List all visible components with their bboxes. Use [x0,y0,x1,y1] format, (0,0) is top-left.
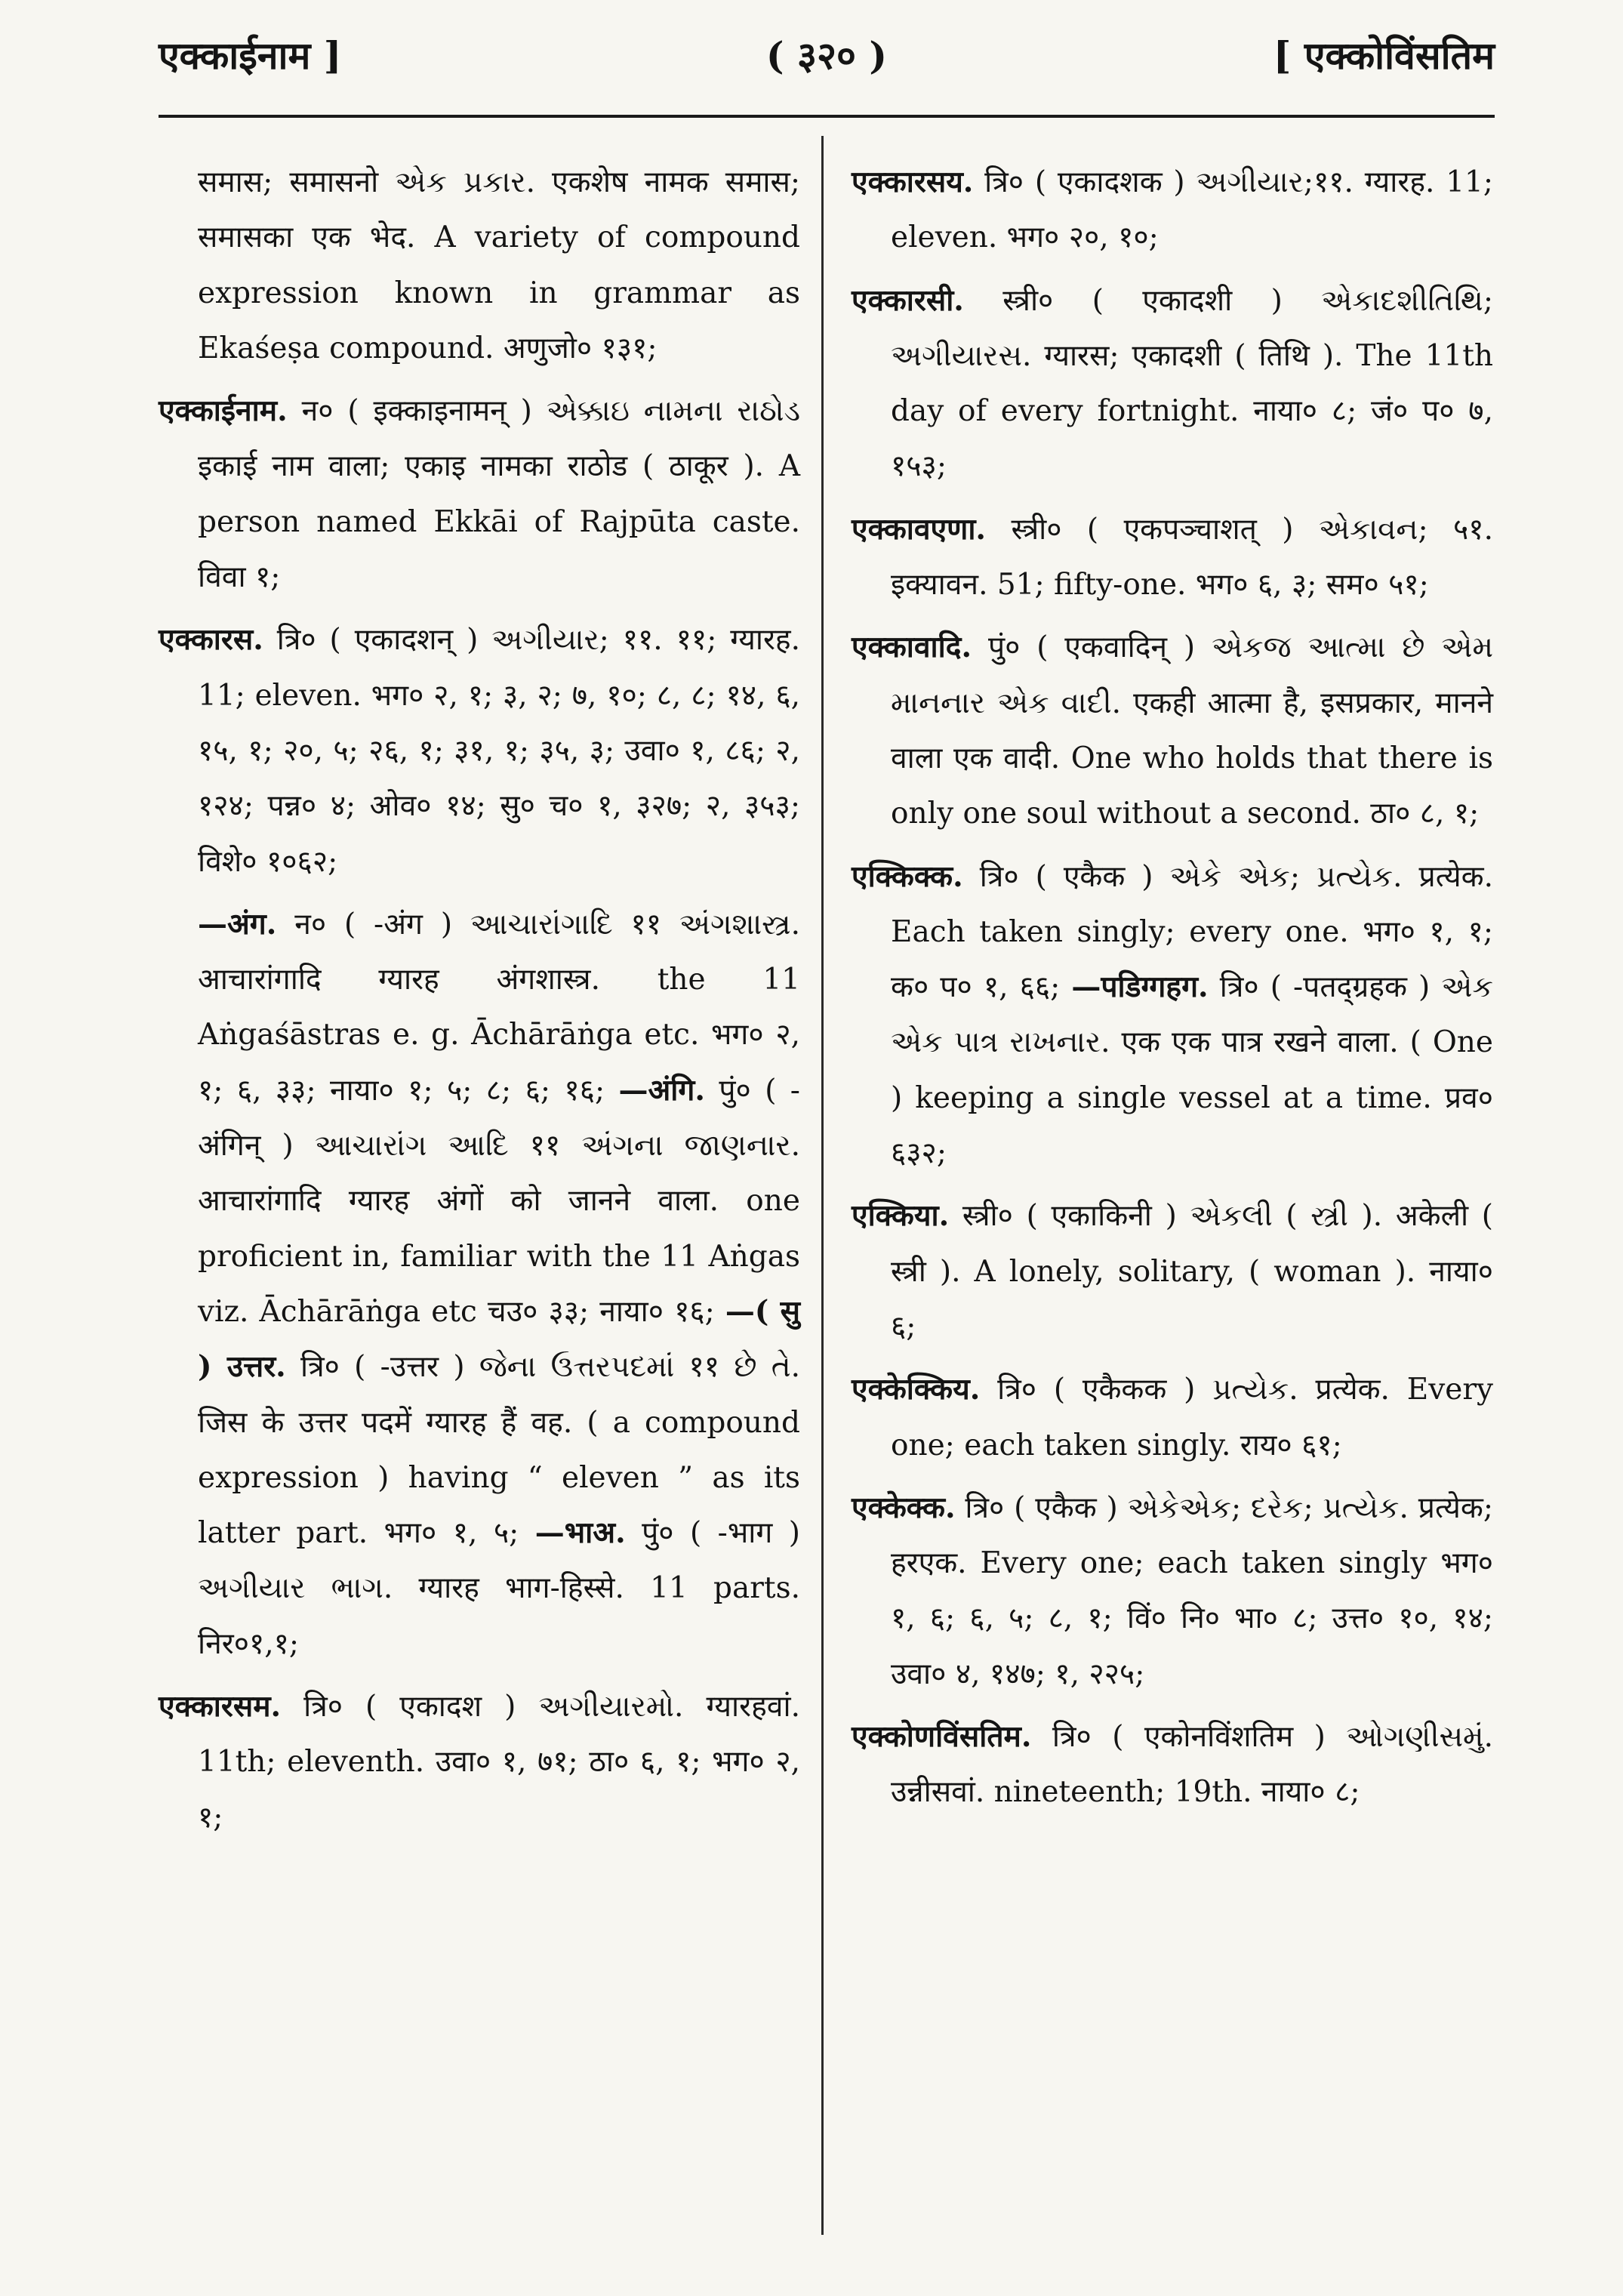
entry-text: समास; समासनो એક પ્રકાર. एकशेष नामक समास; समासका एक भेद. A variety of compound expression known in grammar as Ekaśeṣa compound. अणुजो० १३१; [198,165,800,365]
header-left-guideword: एक्काईनाम ] [159,33,342,78]
dictionary-entry [852,1188,1493,1354]
dictionary-entry [159,612,800,889]
entry-headword: एक्कारसी. [852,282,964,318]
dictionary-entry [852,1362,1493,1473]
entry-text: त्रि० ( एकादशक ) અગીયાર;११. ग्यारह. 11; eleven. भग० २०, १०; [891,165,1493,255]
page-header [159,29,1495,97]
entry-headword: एक्किया. [852,1198,950,1234]
dictionary-entry [159,384,800,605]
entry-headword: एक्कावादि. [852,630,972,665]
entry-text: न० ( -अंग ) આચારાંગાદિ ११ અંગશાસ્ત્ર. आचारांगादि ग्यारह अंगशास्त्र. the 11 Aṅgaśāstras e. g. Āchārāṅga etc. भग० २, १; ६, ३३; नाया० १; ५; ८; ६; १६; [198,907,800,1108]
subentry-headword: —पडिग्गहग. [1071,969,1209,1005]
subentry-headword: —( सु ) उत्तर. [198,1293,800,1385]
entry-text: त्रि० ( एकैक ) એકેએક; દરેક; પ્રત્યેક. प्रत्येक; हरएक. Every one; each taken singly भग० १, ६; ६, ५; ८, १; विं० नि० भा० ८; उत्त० १०, १४; उवा० ४, १४७; १, २२५; [891,1490,1493,1691]
entry-headword: एक्काईनाम. [159,393,288,429]
right-column [852,155,1493,1828]
entry-headword: एक्कावएणा. [852,511,987,547]
entry-headword: एक्केक्क. [852,1490,956,1525]
dictionary-entry [159,1679,800,1845]
entry-headword: एक्कारसम. [159,1689,282,1724]
dictionary-entry [852,155,1493,266]
entry-headword: एक्कारस. [159,622,263,658]
entry-text: स्त्री० ( एकाकिनी ) એકલી ( સ્ત્રી ). अकेली ( स्त्री ). A lonely, solitary, ( woman ). नाया० ६; [891,1199,1493,1344]
entry-text: स्त्री० ( एकपञ्चाशत् ) એકાવન; ५१. इक्यावन. 51; fifty-one. भग० ६, ३; सम० ५१; [891,512,1493,603]
entry-text: पुं० ( एकवादिन् ) એકજ આત્મા છે એમ માનનાર એક વાદી. एकही आत्मा है, इसप्रकार, मानने वाला एक वादी. One who holds that there is only one soul without a second. ठा० ८, १; [891,630,1493,831]
entry-text: त्रि० ( एकादश ) અગીયારમો. ग्यारहवां. 11th; eleventh. उवा० १, ७१; ठा० ६, १; भग० २, १; [198,1690,800,1835]
header-rule [159,115,1495,118]
entry-text: त्रि० ( -पतद्ग्रहक ) એક એક પાત્ર રાખનાર. एक एक पात्र रखने वाला. ( One ) keeping a single vessel at a time. प्रव० ६३२; [891,970,1493,1171]
entry-headword: एक्कारसय. [852,165,974,199]
page-number: ( ३२० ) [765,33,888,78]
dictionary-entry [852,1481,1493,1702]
dictionary-entry [852,849,1493,1182]
entry-text: त्रि० ( एकैकक ) પ્રત્યેક. प्रत्येक. Every one; each taken singly. राय० ६१; [891,1373,1493,1462]
dictionary-entry [852,620,1493,841]
dictionary-entry [852,273,1493,495]
subentry-headword: —भाअ. [534,1515,626,1551]
left-column [159,155,800,1853]
dictionary-subentry [159,897,800,1672]
entry-text: पुं० ( -भाग ) અગીયાર ભાગ. ग्यारह भाग-हिस्से. 11 parts. निर०१,१; [198,1516,800,1661]
entry-text: त्रि० ( एकैक ) એકે એક; પ્રત્યેક. प्रत्येक. Each taken singly; every one. भग० १, १; क० प० १, ६६; [891,859,1493,1005]
entry-text: त्रि० ( -उत्तर ) જેના ઉત્તરપદમાં ११ છે તે. जिस के उत्तर पदमें ग्यारह हैं वह. ( a compound expression ) having “ eleven ” as its latter part. भग० १, ५; [198,1350,800,1551]
subentry-headword: —अंग. [198,906,277,942]
entry-text: पुं० ( -अंगिन् ) આચારાંગ આદિ ११ અંગના જાણનાર. आचारांगादि ग्यारह अंगों को जानने वाला. one proficient in, familiar with the 11 Aṅgas viz. Āchārāṅga etc चउ० ३३; नाया० १६; [198,1073,800,1329]
dictionary-entry [159,155,800,376]
entry-text: स्त्री० ( एकादशी ) એકાદશીતિથિ; અગીયારસ. ग्यारस; एकादशी ( तिथि ). The 11th day of every fortnight. नाया० ८; जं० प० ७, १५३; [891,283,1493,484]
dictionary-entry [852,502,1493,613]
header-right-guideword: [ एक्कोविंसतिम [1273,33,1495,78]
entry-text: त्रि० ( एकादशन् ) અગીયાર; ११. ११; ग्यारह. 11; eleven. भग० २, १; ३, २; ७, १०; ८, ८; १४, ६, १५, १; २०, ५; २६, १; ३१, १; ३५, ३; उवा० १, ८६; २, १२४; पन्न० ४; ओव० १४; सु० च० १, ३२७; २, ३५३; विशे० १०६२; [198,623,800,879]
dictionary-entry [852,1709,1493,1820]
entry-headword: एक्कोणविंसतिम. [852,1719,1032,1755]
entry-text: न० ( इक्काइनामन् ) એક્કાઇ નામના રાઠોડ इकाई नाम वाला; एकाइ नामका राठोड ( ठाकूर ). A person named Ekkāi of Rajpūta caste. विवा १; [198,394,800,595]
subentry-headword: —अंगि. [618,1072,705,1108]
entry-text: त्रि० ( एकोनविंशतिम ) ઓગણીસમું. उन्नीसवां. nineteenth; 19th. नाया० ८; [891,1720,1493,1810]
entry-headword: एक्किक्क. [852,858,963,894]
column-divider [821,136,824,2235]
entry-headword: एक्केक्किय. [852,1372,981,1407]
